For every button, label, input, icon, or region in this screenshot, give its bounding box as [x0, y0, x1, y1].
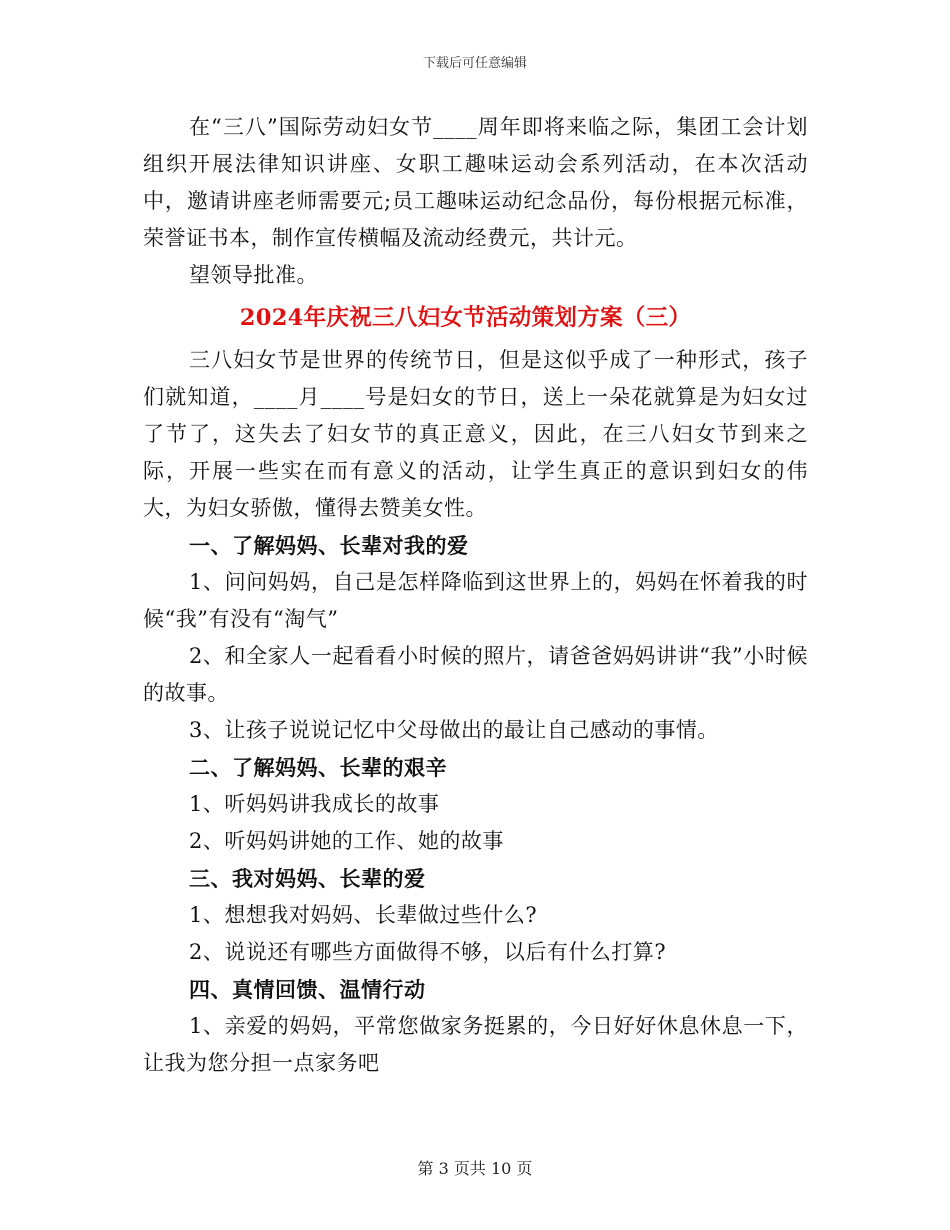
- section-heading-1: 一、了解妈妈、长辈对我的爱: [189, 533, 469, 558]
- list-item: 1、亲爱的妈妈，平常您做家务挺累的，今日好好休息休息一下，让我为您分担一点家务吧: [143, 1014, 808, 1075]
- section-heading-4: 四、真情回馈、温情行动: [189, 977, 426, 1002]
- section-heading-3: 三、我对妈妈、长辈的爱: [189, 866, 426, 891]
- section-title: 2024年庆祝三八妇女节活动策划方案（三）: [239, 305, 692, 331]
- list-item: 2、和全家人一起看看小时候的照片，请爸爸妈妈讲讲“我”小时候的故事。: [143, 644, 808, 705]
- list-item: 2、听妈妈讲她的工作、她的故事: [189, 829, 504, 853]
- list-item: 1、想想我对妈妈、长辈做过些什么?: [189, 903, 538, 927]
- list-item: 3、让孩子说说记忆中父母做出的最让自己感动的事情。: [189, 718, 719, 742]
- intro-paragraph: 三八妇女节是世界的传统节日，但是这似乎成了一种形式，孩子们就知道，____月____号是妇女的节日，送上一朵花就算是为妇女过了节了，这失去了妇女节的真正意义，因此，在三八妇女节到来之际，开展一些实在而有意义的活动，让学生真正的意识到妇女的伟大，为妇女骄傲，懂得去赞美女性。: [143, 348, 808, 520]
- paragraph: 在“三八”国际劳动妇女节____周年即将来临之际，集团工会计划组织开展法律知识讲座、女职工趣味运动会系列活动，在本次活动中，邀请讲座老师需要元;员工趣味运动纪念品份，每份根据元标准，荣誉证书本，制作宣传横幅及流动经费元，共计元。: [143, 115, 808, 250]
- page-header: 下载后可任意编辑: [422, 56, 527, 71]
- list-item: 2、说说还有哪些方面做得不够，以后有什么打算?: [189, 940, 667, 964]
- list-item: 1、听妈妈讲我成长的故事: [189, 792, 440, 816]
- list-item: 1、问问妈妈，自己是怎样降临到这世界上的，妈妈在怀着我的时候“我”有没有“淘气”: [143, 570, 808, 631]
- document-body: [143, 109, 808, 1082]
- page-footer: 第 3 页共 10 页: [417, 1159, 533, 1178]
- section-heading-2: 二、了解妈妈、长辈的艰辛: [189, 755, 447, 780]
- paragraph: 望领导批准。: [189, 263, 318, 287]
